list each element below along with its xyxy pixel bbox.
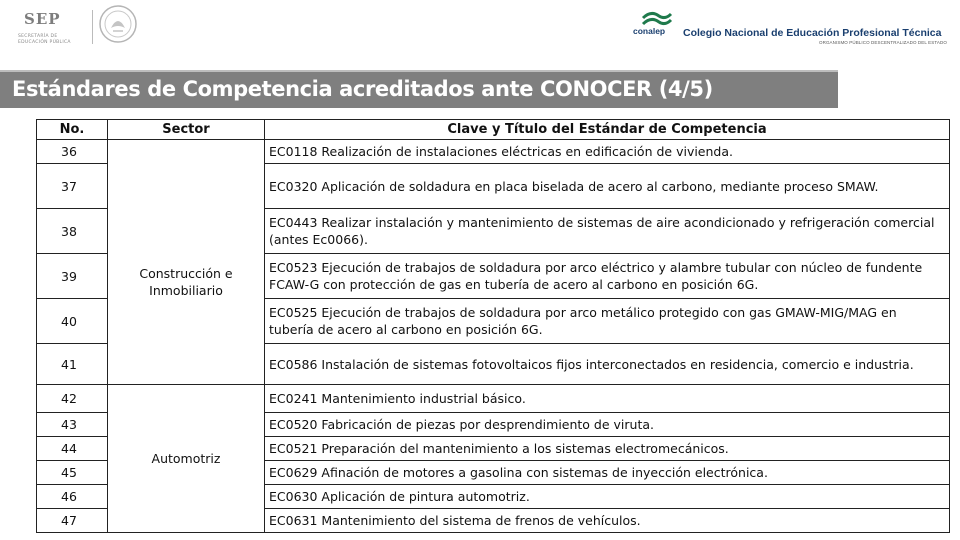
standard-title: EC0523 Ejecución de trabajos de soldadura por arco eléctrico y alambre tubular con núcleo de fundente FCAW-G con protección de gas en tubería de acero al carbono en posición 6G. — [265, 254, 950, 299]
standard-title: EC0520 Fabricación de piezas por desprendimiento de viruta. — [265, 413, 950, 437]
sector-label: Automotriz — [151, 451, 221, 466]
standard-title: EC0629 Afinación de motores a gasolina con sistemas de inyección electrónica. — [265, 461, 950, 485]
standards-table — [36, 119, 950, 533]
title-bar — [0, 70, 838, 108]
conalep-institution-name: Colegio Nacional de Educación Profesional Técnica — [683, 27, 942, 39]
header-sector: Sector — [108, 120, 265, 140]
table-header-row — [37, 120, 950, 140]
sep-logo — [8, 8, 88, 48]
row-number: 43 — [37, 413, 108, 437]
table-row — [37, 385, 950, 413]
standard-title: EC0521 Preparación del mantenimiento a los sistemas electromecánicos. — [265, 437, 950, 461]
standard-title: EC0118 Realización de instalaciones eléctricas en edificación de vivienda. — [265, 140, 950, 164]
sector-label: Construcción e Inmobiliario — [139, 265, 233, 298]
row-number: 40 — [37, 299, 108, 344]
mexico-seal-icon — [98, 4, 138, 44]
standard-title: EC0630 Aplicación de pintura automotriz. — [265, 485, 950, 509]
sep-logo-subtext: SECRETARÍA DE EDUCACIÓN PÚBLICA — [18, 34, 71, 45]
row-number: 37 — [37, 164, 108, 209]
row-number: 45 — [37, 461, 108, 485]
row-number: 38 — [37, 209, 108, 254]
standard-title: EC0241 Mantenimiento industrial básico. — [265, 385, 950, 413]
conalep-wordmark: conalep — [633, 26, 666, 36]
standard-title: EC0631 Mantenimiento del sistema de frenos de vehículos. — [265, 509, 950, 533]
logo-divider — [92, 10, 93, 44]
header-no: No. — [37, 120, 108, 140]
conalep-subtitle: ORGANISMO PÚBLICO DESCENTRALIZADO DEL ESTADO — [819, 40, 947, 45]
sector-construccion — [108, 140, 265, 385]
sep-logo-text: SEP — [24, 10, 61, 28]
row-number: 39 — [37, 254, 108, 299]
standard-title: EC0320 Aplicación de soldadura en placa biselada de acero al carbono, mediante proceso SMAW. — [265, 164, 950, 209]
standard-title: EC0586 Instalación de sistemas fotovoltaicos fijos interconectados en residencia, comercio e industria. — [265, 344, 950, 385]
standard-title: EC0525 Ejecución de trabajos de soldadura por arco metálico protegido con gas GMAW-MIG/MAG en tubería de acero al carbono en posición 6G. — [265, 299, 950, 344]
standard-title: EC0443 Realizar instalación y mantenimiento de sistemas de aire acondicionado y refrigeración comercial (antes Ec0066). — [265, 209, 950, 254]
row-number: 44 — [37, 437, 108, 461]
row-number: 42 — [37, 385, 108, 413]
row-number: 47 — [37, 509, 108, 533]
row-number: 46 — [37, 485, 108, 509]
page-title: Estándares de Competencia acreditados ante CONOCER (4/5) — [12, 77, 713, 101]
row-number: 41 — [37, 344, 108, 385]
sector-automotriz — [108, 385, 265, 533]
table-row — [37, 140, 950, 164]
header-clave-titulo: Clave y Título del Estándar de Competencia — [265, 120, 950, 140]
row-number: 36 — [37, 140, 108, 164]
